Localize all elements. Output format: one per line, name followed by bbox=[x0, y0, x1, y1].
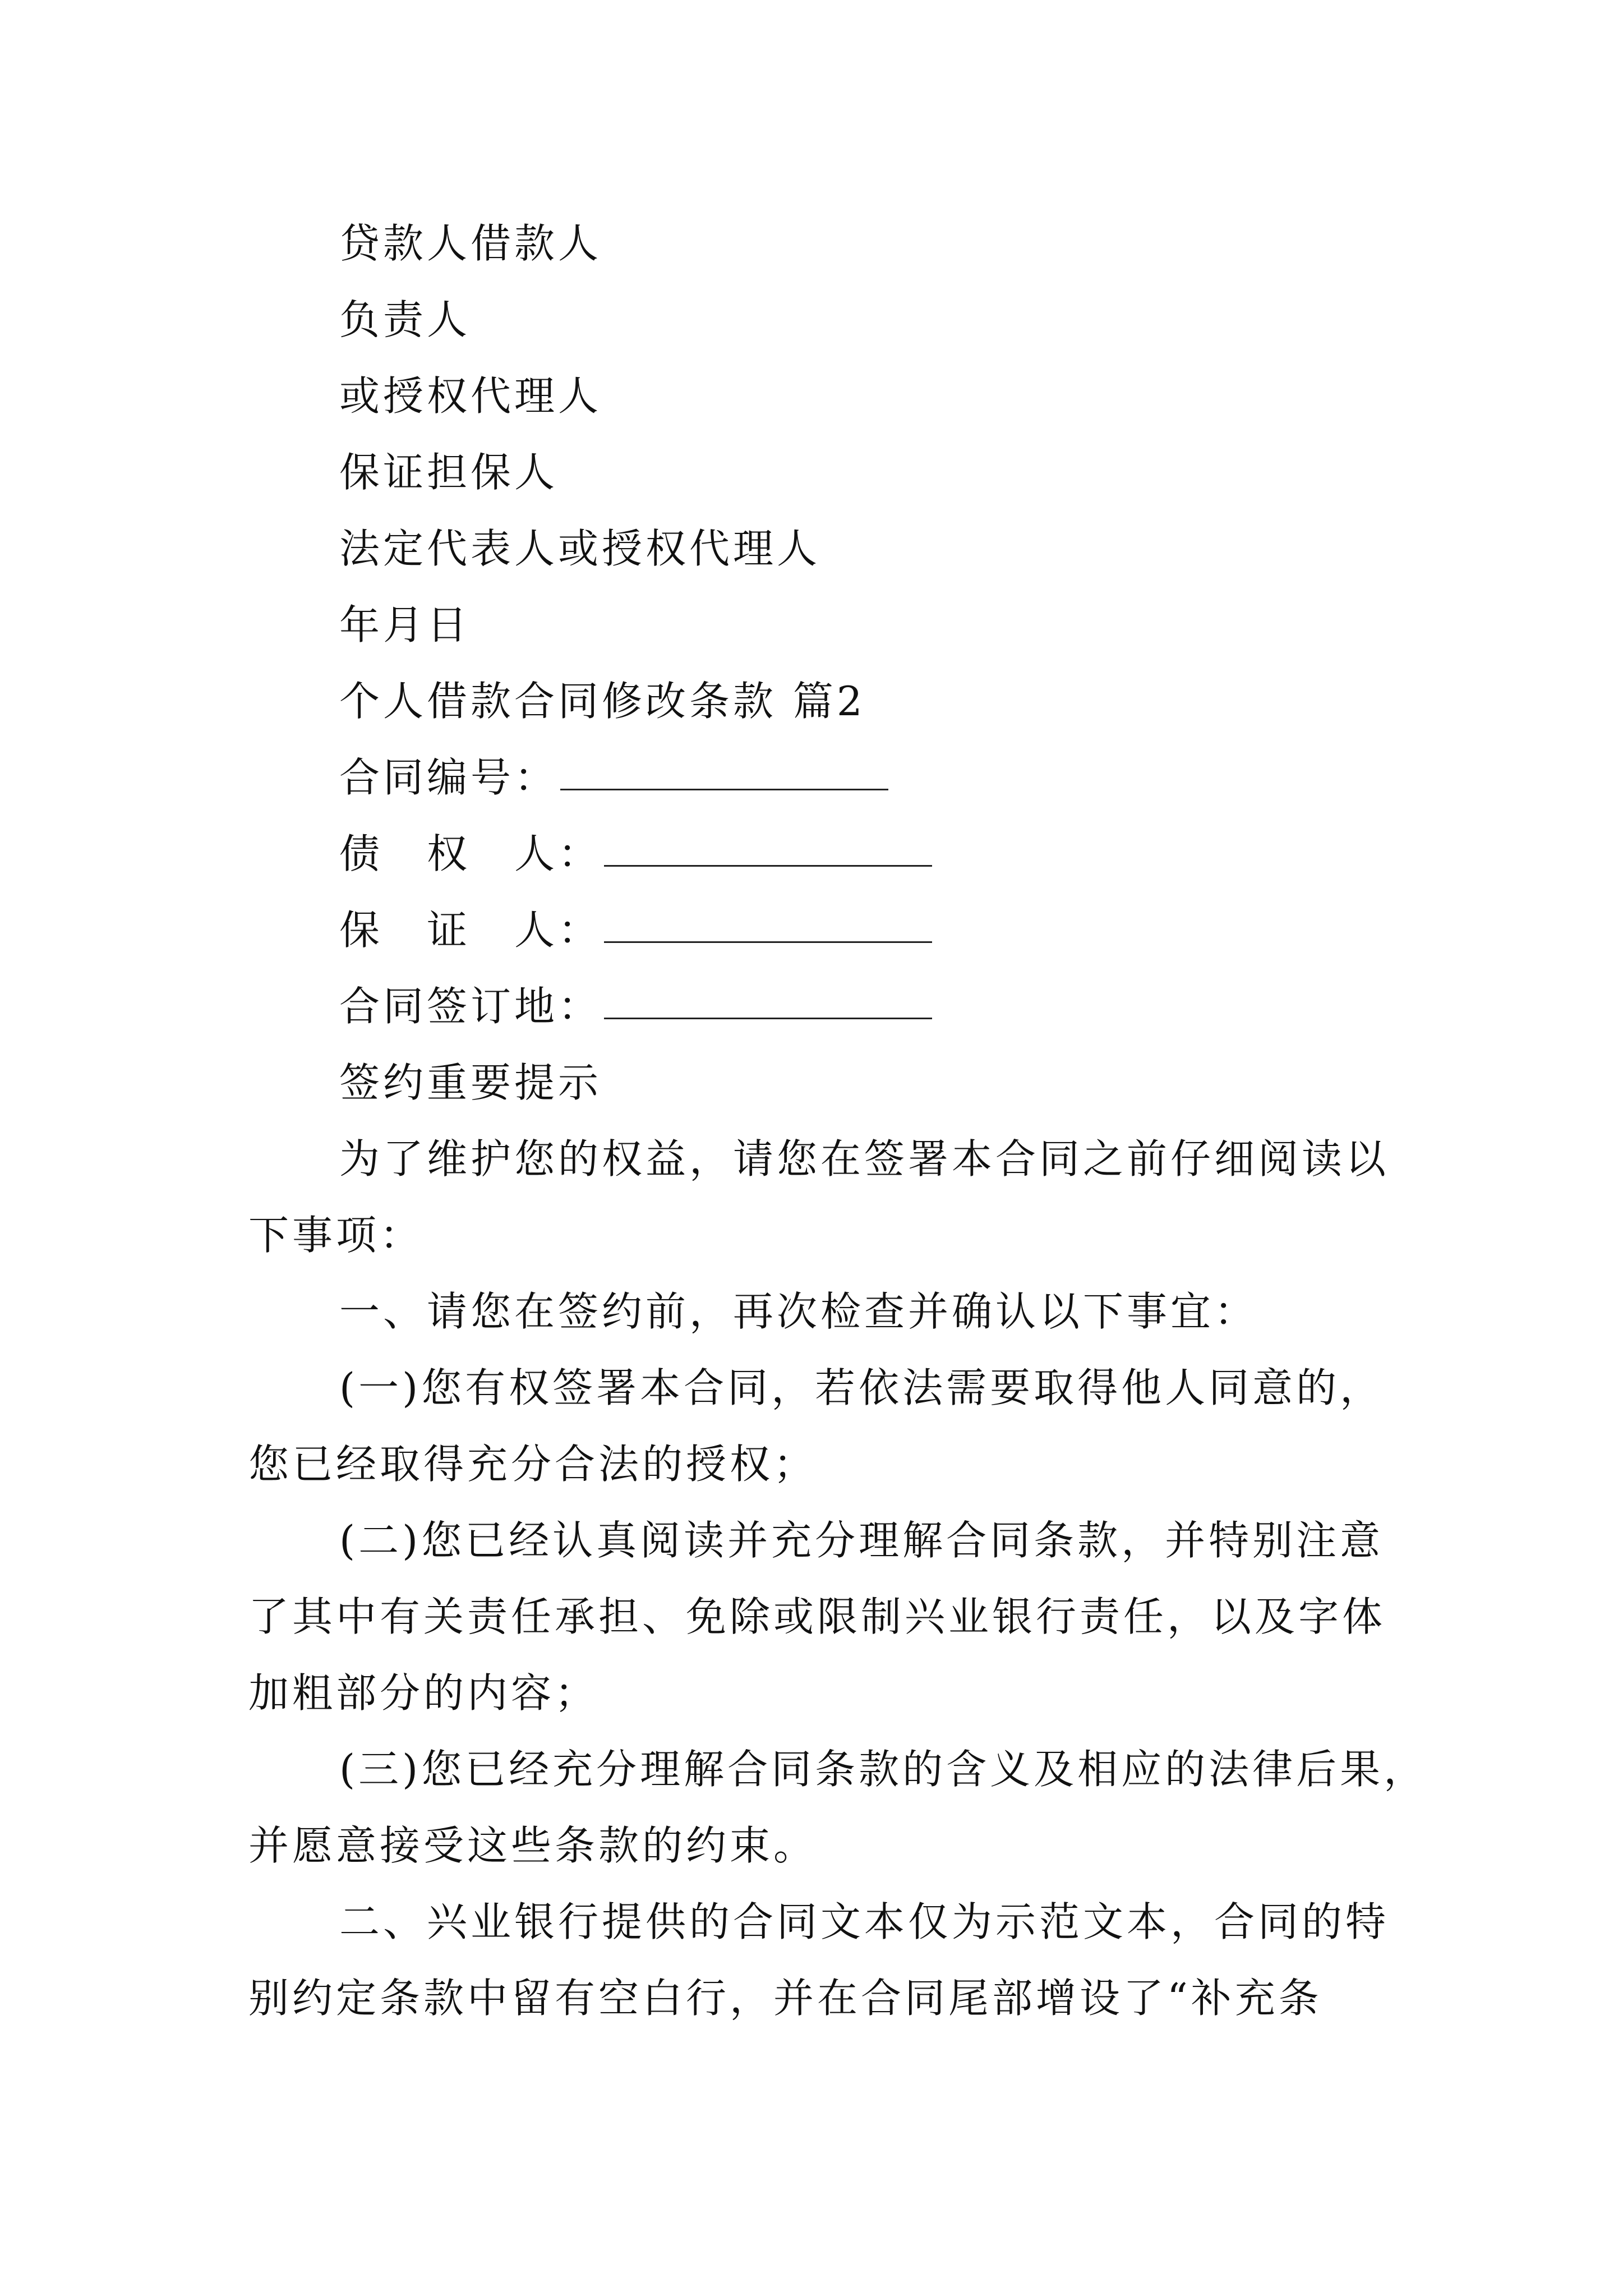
signature-guarantor: 保证担保人 bbox=[339, 449, 559, 496]
contract-number-field bbox=[339, 754, 888, 801]
signature-legal-representative: 法定代表人或授权代理人 bbox=[339, 525, 821, 572]
intro-line-1: 为了维护您的权益，请您在签署本合同之前仔细阅读以 bbox=[339, 1135, 1390, 1182]
sub-item-1-line-2: 您已经取得充分合法的授权； bbox=[248, 1441, 818, 1488]
creditor-label: 债 权 人： bbox=[339, 830, 602, 877]
section-title: 个人借款合同修改条款 篇2 bbox=[339, 678, 866, 725]
sub-item-2-line-2: 了其中有关责任承担、免除或限制兴业银行责任，以及字体 bbox=[248, 1593, 1386, 1640]
sign-place-label: 合同签订地： bbox=[339, 983, 602, 1030]
intro-line-2: 下事项： bbox=[248, 1212, 424, 1259]
item-1: 一、请您在签约前，再次检查并确认以下事宜： bbox=[339, 1288, 1258, 1335]
creditor-field bbox=[339, 830, 932, 877]
signature-lender-borrower: 贷款人借款人 bbox=[339, 220, 602, 267]
item-2-line-1: 二、兴业银行提供的合同文本仅为示范文本，合同的特 bbox=[339, 1898, 1390, 1945]
contract-number-blank bbox=[560, 786, 888, 790]
signature-authorized-agent: 或授权代理人 bbox=[339, 372, 602, 420]
sub-item-2-line-3: 加粗部分的内容； bbox=[248, 1669, 599, 1717]
signature-responsible-person: 负责人 bbox=[339, 296, 471, 343]
sub-item-3-line-2: 并愿意接受这些条款的约束。 bbox=[248, 1822, 818, 1869]
sub-item-2-line-1: (二)您已经认真阅读并充分理解合同条款，并特别注意 bbox=[339, 1517, 1384, 1564]
signature-date: 年月日 bbox=[339, 601, 471, 648]
guarantor-blank bbox=[604, 939, 932, 943]
sign-place-field bbox=[339, 983, 932, 1030]
sub-item-3-line-1: (三)您已经充分理解合同条款的含义及相应的法律后果， bbox=[339, 1746, 1428, 1793]
sign-place-blank bbox=[604, 1015, 932, 1019]
guarantor-label: 保 证 人： bbox=[339, 907, 602, 954]
notice-title: 签约重要提示 bbox=[339, 1059, 602, 1106]
creditor-blank bbox=[604, 863, 932, 867]
guarantor-field bbox=[339, 907, 932, 954]
sub-item-1-line-1: (一)您有权签署本合同，若依法需要取得他人同意的， bbox=[339, 1364, 1384, 1411]
contract-number-label: 合同编号： bbox=[339, 754, 559, 801]
item-2-line-2: 别约定条款中留有空白行，并在合同尾部增设了“补充条 bbox=[248, 1975, 1322, 2022]
